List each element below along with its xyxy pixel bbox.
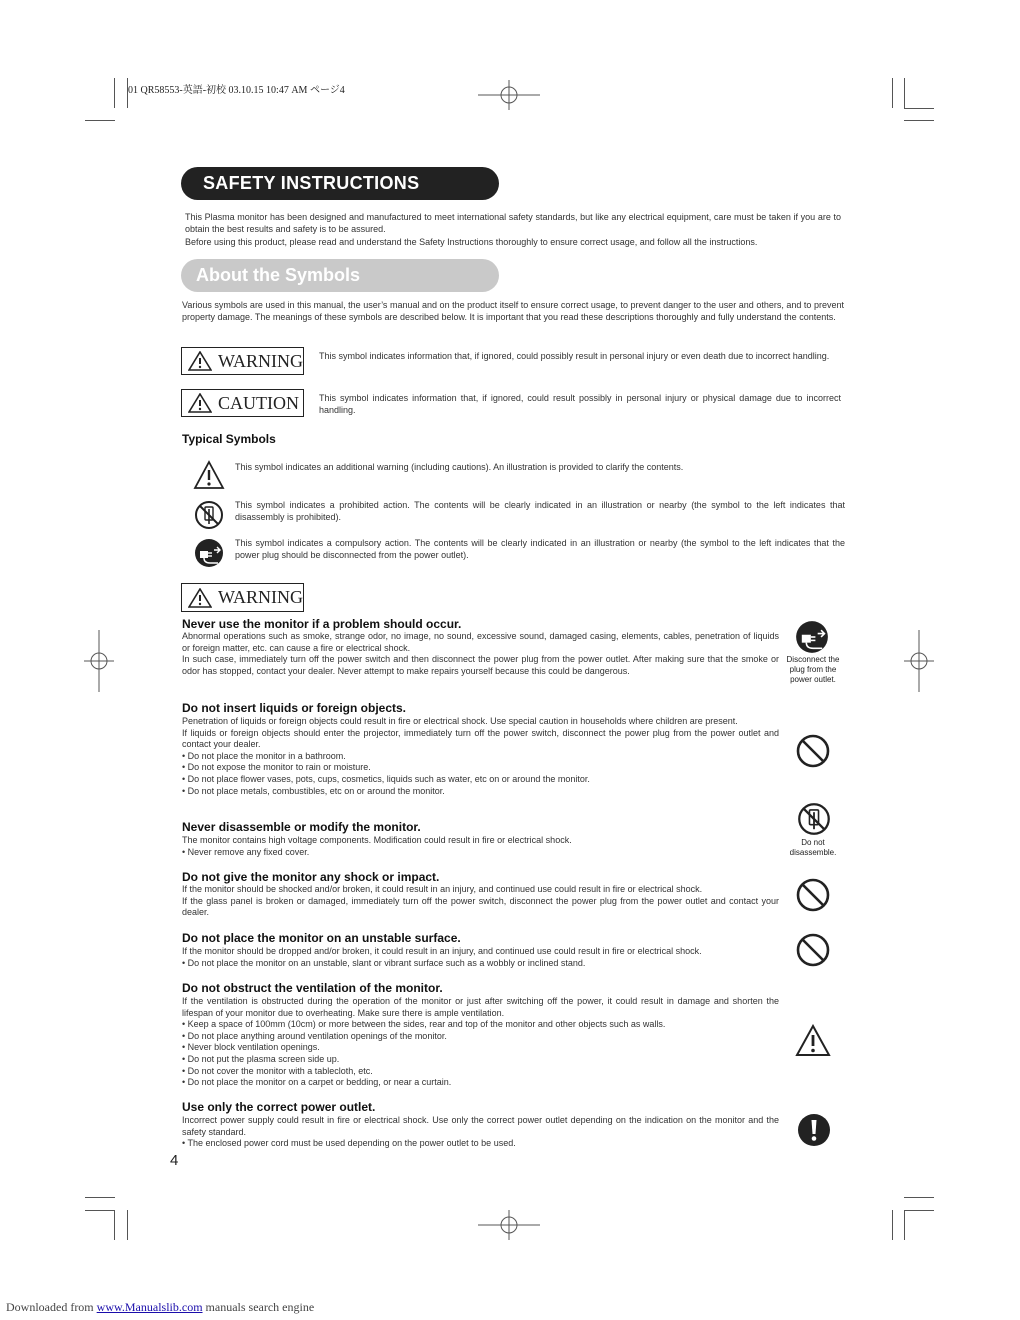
- warning-item-body: [182, 835, 779, 858]
- caution-label-box: [181, 389, 304, 417]
- prohibited-icon: [796, 734, 830, 768]
- icon-caption: Disconnect the plug from the power outlet.: [786, 655, 840, 684]
- caution-label: CAUTION: [218, 392, 299, 413]
- warning-section-label-text: WARNING: [218, 587, 303, 607]
- warning-label-box: [181, 347, 304, 375]
- warning-item-line: If the ventilation is obstructed during the operation of the monitor or just after switching off the power, it could result in damage and shorten the lifespan of your monitor due to overheating. Make sure there is ample ventilation.: [182, 996, 779, 1018]
- typical-symbol-text: This symbol indicates an additional warning (including cautions). An illustration is provided to clarify the contents.: [235, 462, 684, 472]
- warning-item-title: Never use the monitor if a problem should occur.: [182, 617, 462, 631]
- warning-item-line: • Keep a space of 100mm (10cm) or more between the sides, rear and top of the monitor and other objects such as walls.: [182, 1019, 666, 1030]
- warning-item-body: [182, 884, 779, 919]
- compulsory-action-icon: [797, 1113, 831, 1147]
- warning-item-line: • Do not expose the monitor to rain or moisture.: [182, 762, 371, 773]
- unplug-icon: [795, 620, 829, 654]
- no-disassembly-icon: [797, 802, 831, 836]
- warning-item-line: In such case, immediately turn off the power switch and then disconnect the power plug from the power outlet. After making sure that the smoke or odor has stopped, contact your dealer. Never attempt to make repairs yourself because this could be dangerous.: [182, 654, 779, 676]
- warning-item-line: • Do not place anything around ventilation openings of the monitor.: [182, 1030, 447, 1041]
- warning-triangle-icon: [188, 351, 212, 371]
- no-disassembly-icon: [194, 500, 224, 530]
- warning-item-body: [182, 1115, 779, 1150]
- warning-label: WARNING: [218, 350, 303, 371]
- warning-item-line: Abnormal operations such as smoke, strange odor, no image, no sound, excessive sound, damaged casing, elements, cables, penetration of liquids or foreign matter, etc. can cause a fire or electrical shock.: [182, 631, 779, 653]
- warning-item-line: If the monitor should be shocked and/or broken, it could result in an injury, and continued use could result in fire or electrical shock.: [182, 884, 703, 894]
- warning-item-line: • Do not place the monitor in a bathroom.: [182, 750, 346, 761]
- warning-item-body: [182, 996, 779, 1089]
- warning-item-body: [182, 631, 779, 677]
- about-symbols-text: Various symbols are used in this manual, the user’s manual and on the product itself to ensure correct usage, to prevent danger to the user and others, and to prevent property damage. The meanings of these symbols are described below. It is important that you read these descriptions thoroughly and fully understand the contents.: [182, 300, 844, 323]
- warning-triangle-icon: [193, 460, 225, 490]
- warning-item-line: • Do not put the plasma screen side up.: [182, 1053, 340, 1064]
- intro-paragraph: Before using this product, please read and understand the Safety Instructions thoroughly to ensure correct usage, and follow all the instructions.: [185, 236, 758, 247]
- print-header: 01 QR58553-英語-初校 03.10.15 10:47 AM ページ4: [128, 85, 345, 96]
- manualslib-link[interactable]: www.Manualslib.com: [96, 1300, 203, 1314]
- warning-item-title: Do not obstruct the ventilation of the monitor.: [182, 981, 443, 995]
- registration-mark-top: [478, 80, 540, 110]
- warning-item-line: • Never block ventilation openings.: [182, 1042, 320, 1053]
- warning-item-title: Use only the correct power outlet.: [182, 1100, 376, 1114]
- warning-description: This symbol indicates information that, if ignored, could possibly result in personal injury or even death due to incorrect handling.: [319, 351, 830, 361]
- warning-item-line: If the glass panel is broken or damaged, immediately turn off the power switch, disconnect the power plug from the power outlet and contact your dealer.: [182, 895, 779, 918]
- unplug-icon: [194, 538, 224, 568]
- page-number: 4: [170, 1152, 179, 1169]
- intro-paragraph: This Plasma monitor has been designed and manufactured to meet international safety standards, but like any electrical equipment, care must be taken if you are to obtain the best results and safety is to be assured.: [185, 212, 841, 235]
- warning-triangle-icon: [188, 588, 212, 608]
- about-symbols-heading: About the Symbols: [181, 259, 499, 292]
- typical-symbols-heading: Typical Symbols: [182, 432, 276, 446]
- warning-item-title: Do not place the monitor on an unstable surface.: [182, 931, 461, 945]
- registration-mark-left: [84, 630, 114, 692]
- warning-item-title: Never disassemble or modify the monitor.: [182, 820, 421, 834]
- warning-item-line: • Do not place the monitor on an unstable, slant or vibrant surface such as a wobbly or inclined stand.: [182, 957, 586, 968]
- warning-item-line: If liquids or foreign objects should enter the projector, immediately turn off the power switch, disconnect the power plug from the power outlet and contact your dealer.: [182, 727, 779, 750]
- warning-item-line: Penetration of liquids or foreign objects could result in fire or electrical shock. Use special caution in households where children are present.: [182, 716, 738, 726]
- warning-item-body: [182, 716, 779, 797]
- registration-mark-bottom: [478, 1210, 540, 1240]
- warning-item-line: • The enclosed power cord must be used depending on the power outlet to be used.: [182, 1138, 516, 1149]
- footer-prefix: Downloaded from: [6, 1300, 97, 1314]
- page-title: SAFETY INSTRUCTIONS: [181, 167, 499, 200]
- warning-item-title: Do not insert liquids or foreign objects.: [182, 701, 407, 715]
- prohibited-icon: [796, 878, 830, 912]
- warning-item-line: Incorrect power supply could result in fire or electrical shock. Use only the correct power outlet depending on the indication on the monitor and the safety standard.: [182, 1115, 779, 1137]
- warning-item-line: If the monitor should be dropped and/or broken, it could result in an injury, and continued use could result in fire or electrical shock.: [182, 946, 702, 956]
- footer: [6, 1300, 314, 1315]
- footer-suffix: manuals search engine: [202, 1300, 315, 1314]
- icon-caption: Do not disassemble.: [789, 838, 837, 857]
- warning-item-body: [182, 946, 779, 969]
- warning-item-line: • Never remove any fixed cover.: [182, 846, 310, 857]
- typical-symbol-text: This symbol indicates a compulsory action. The contents will be clearly indicated in an illustration or nearby (the symbol to the left indicates that the power plug should be disconnected from the power outlet).: [235, 538, 845, 561]
- caution-description: This symbol indicates information that, if ignored, could result possibly in personal injury or physical damage due to incorrect handling.: [319, 393, 841, 416]
- warning-item-line: • Do not place flower vases, pots, cups, cosmetics, liquids such as water, etc on or around the monitor.: [182, 773, 590, 784]
- warning-item-line: • Do not cover the monitor with a tablecloth, etc.: [182, 1065, 373, 1076]
- warning-section-label: [181, 583, 304, 612]
- prohibited-icon: [796, 933, 830, 967]
- warning-triangle-icon: [795, 1024, 831, 1058]
- typical-symbol-text: This symbol indicates a prohibited action. The contents will be clearly indicated in an illustration or nearby (the symbol to the left indicates that disassembly is prohibited).: [235, 500, 845, 523]
- warning-triangle-icon: [188, 393, 212, 413]
- warning-item-title: Do not give the monitor any shock or impact.: [182, 870, 440, 884]
- intro-text: [185, 211, 841, 248]
- warning-item-line: • Do not place metals, combustibles, etc on or around the monitor.: [182, 785, 445, 796]
- registration-mark-right: [904, 630, 934, 692]
- warning-item-line: • Do not place the monitor on a carpet or bedding, or near a curtain.: [182, 1077, 452, 1088]
- warning-item-line: The monitor contains high voltage components. Modification could result in fire or electrical shock.: [182, 835, 572, 845]
